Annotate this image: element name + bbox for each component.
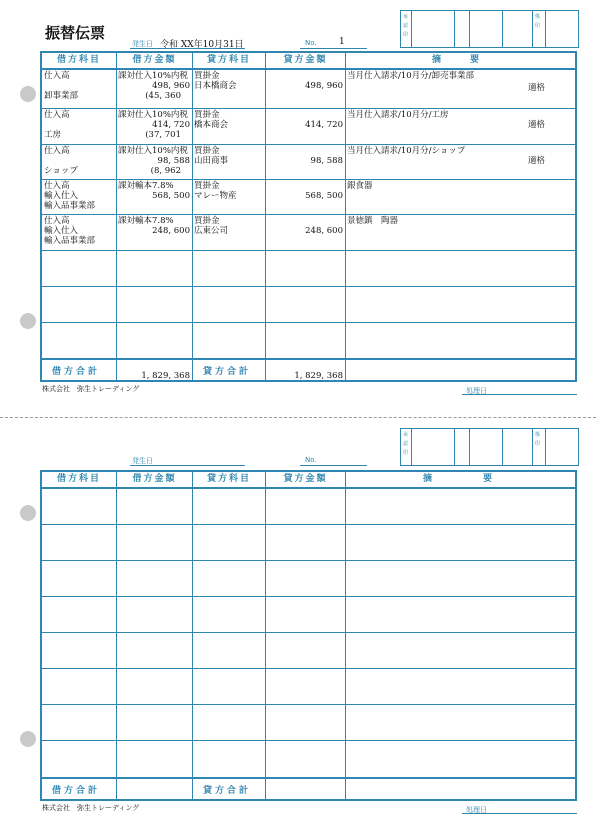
- approval-stamp-label: 承認印: [403, 14, 409, 38]
- header-debit-account: 借方科目: [56, 474, 101, 484]
- punch-hole: [20, 731, 36, 747]
- header-credit-account: 貸方科目: [206, 55, 251, 65]
- issue-date-underline: [130, 465, 245, 466]
- perforation-line: [0, 417, 596, 418]
- row1-credit-account: 買掛金 日本橋商会: [194, 71, 237, 91]
- row5-credit-amount: 248, 600: [305, 226, 343, 236]
- header-credit-amount: 貸方金額: [283, 55, 328, 65]
- credit-total-value: 1, 829, 368: [294, 371, 343, 381]
- credit-total-label: 貸方合計: [203, 786, 252, 796]
- row1-memo: 当月仕入請求/10月分/卸売事業部: [347, 71, 475, 81]
- row2-credit-account: 買掛金 橋本商会: [194, 110, 229, 130]
- row2-credit-amount: 414, 720: [305, 120, 343, 130]
- row1-debit-account: 仕入高 卸事業部: [44, 71, 79, 101]
- slip-no-label: No.: [305, 39, 317, 47]
- credit-total-label: 貸方合計: [203, 367, 252, 377]
- row5-memo: 景徳鎮 陶器: [347, 216, 399, 226]
- row3-debit-amount: 98, 588 (8, 962: [150, 156, 190, 176]
- row2-memo: 当月仕入請求/10月分/工房: [347, 110, 449, 120]
- header-memo: 摘 要: [431, 55, 489, 65]
- processed-date-underline: [462, 394, 577, 395]
- header-debit-amount: 借方金額: [132, 474, 177, 484]
- row2-tax: 課対仕入10%内税: [118, 110, 188, 120]
- slip-no-underline: [300, 48, 367, 49]
- row2-debit-amount: 414, 720 (37, 701: [145, 120, 190, 140]
- company-name: 株式会社 弥生トレーディング: [42, 804, 140, 812]
- row4-tax: 課対輸本7.8%: [118, 181, 174, 191]
- company-name: 株式会社 弥生トレーディング: [42, 385, 140, 393]
- approval-stamp-box: [400, 428, 579, 466]
- row4-credit-amount: 568, 500: [305, 191, 343, 201]
- journal-table-top: [40, 51, 577, 382]
- row5-debit-account: 仕入高 輸入仕入 輸入品事業部: [44, 216, 96, 246]
- issue-date-label: 発生日: [132, 40, 153, 48]
- header-debit-amount: 借方金額: [132, 55, 177, 65]
- journal-table-bottom: [40, 470, 577, 801]
- row4-debit-amount: 568, 500: [152, 191, 190, 201]
- approval-stamp-box: [400, 10, 579, 48]
- processed-date-label: 処理日: [466, 387, 487, 395]
- row5-debit-amount: 248, 600: [152, 226, 190, 236]
- slip-title: 振替伝票: [45, 24, 106, 42]
- processed-date-label: 処理日: [466, 806, 487, 814]
- row4-credit-account: 買掛金 マレー物産: [194, 181, 237, 201]
- punch-hole: [20, 313, 36, 329]
- row3-tax: 課対仕入10%内税: [118, 146, 188, 156]
- debit-total-label: 借方合計: [52, 367, 101, 377]
- row1-credit-amount: 498, 960: [305, 81, 343, 91]
- header-debit-account: 借方科目: [56, 55, 101, 65]
- row3-tag: 適格: [528, 156, 546, 166]
- row1-debit-amount: 498, 960 (45, 360: [145, 81, 190, 101]
- row3-debit-account: 仕入高 ショップ: [44, 146, 78, 176]
- staff-stamp-label: 係印: [535, 14, 541, 29]
- processed-date-underline: [462, 813, 577, 814]
- row3-credit-account: 買掛金 山田商事: [194, 146, 229, 166]
- header-memo: 摘 要: [422, 474, 498, 484]
- punch-hole: [20, 86, 36, 102]
- approval-stamp-label: 承認印: [403, 432, 409, 456]
- slip-no-label: No.: [305, 456, 317, 464]
- slip-no-value: 1: [339, 37, 345, 47]
- row1-tag: 適格: [528, 83, 546, 93]
- row4-memo: 銀食器: [347, 181, 373, 191]
- row4-debit-account: 仕入高 輸入仕入 輸入品事業部: [44, 181, 96, 211]
- row2-tag: 適格: [528, 120, 546, 130]
- punch-hole: [20, 505, 36, 521]
- row3-memo: 当月仕入請求/10月分/ショップ: [347, 146, 466, 156]
- row5-tax: 課対輸本7.8%: [118, 216, 174, 226]
- header-credit-account: 貸方科目: [206, 474, 251, 484]
- row3-credit-amount: 98, 588: [310, 156, 343, 166]
- staff-stamp-label: 係印: [535, 432, 541, 447]
- slip-no-underline: [300, 465, 367, 466]
- issue-date-label: 発生日: [132, 457, 153, 465]
- row1-tax: 課対仕入10%内税: [118, 71, 188, 81]
- issue-date-value: 令和 XX年10月31日: [160, 40, 244, 50]
- debit-total-label: 借方合計: [52, 786, 101, 796]
- row5-credit-account: 買掛金 広東公司: [194, 216, 229, 236]
- issue-date-underline: [130, 48, 245, 49]
- header-credit-amount: 貸方金額: [283, 474, 328, 484]
- row2-debit-account: 仕入高 工房: [44, 110, 70, 140]
- debit-total-value: 1, 829, 368: [141, 371, 190, 381]
